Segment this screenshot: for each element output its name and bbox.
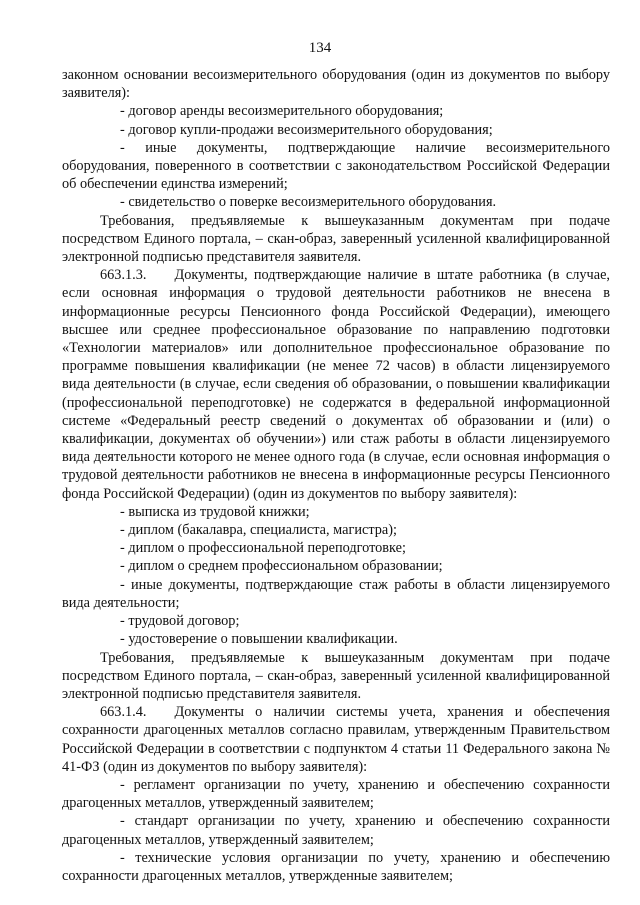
list-item: - договор купли-продажи весоизмерительного оборудования;: [120, 121, 493, 138]
paragraph-text: Документы о наличии системы учета, хранения и обеспечения сохранности драгоценных металлов согласно правилам, утвержденным Правительством Российской Федерации в соответствии с подпунктом 4 статьи 11 Федерального закона № 41-ФЗ (один из документов по выбору заявителя):: [62, 704, 610, 775]
list-item: - трудовой договор;: [120, 613, 240, 630]
list-item: - диплом о профессиональной переподготовке;: [120, 540, 406, 557]
paragraph-text: Документы, подтверждающие наличие в штате работника (в случае, если основная информация о трудовой деятельности работников не внесена в информационные ресурсы Пенсионного фонда Российской Федерации), имеющего высшее или среднее профессиональное образование по направлению подготовки «Технологии материалов» или дополнительное профессиональное образование по программе повышения квалификации (не менее 72 часов) в области лицензируемого вида деятельности (в случае, если сведения об образовании, о повышении квалификации (профессиональной переподготовке) не содержатся в федеральной информационной системе «Федеральный реестр сведений о документах об образовании и (или) о квалификации, документах об обучении») или стаж работы в области лицензируемого вида деятельности которого не менее одного года (в случае, если основная информация о трудовой деятельности работников не внесена в информационные ресурсы Пенсионного фонда Российской Федерации) (один из документов по выбору заявителя):: [62, 267, 610, 502]
list-item: - иные документы, подтверждающие стаж работы в области лицензируемого вида деятельности;: [62, 576, 610, 611]
document-body: [62, 66, 610, 885]
list-item: - удостоверение о повышении квалификации.: [120, 631, 398, 648]
list-item: - свидетельство о поверке весоизмерительного оборудования.: [120, 194, 497, 211]
paragraph-number: 663.1.4.: [100, 704, 147, 721]
list-item: - договор аренды весоизмерительного оборудования;: [120, 103, 444, 120]
list-item: - регламент организации по учету, хранению и обеспечению сохранности драгоценных металлов, утвержденный заявителем;: [62, 776, 610, 812]
numbered-paragraph: [62, 703, 610, 776]
paragraph: Требования, предъявляемые к вышеуказанным документам при подаче посредством Единого портала, – скан-образ, заверенный усиленной квалифицированной электронной подписью представителя заявителя.: [62, 649, 610, 702]
paragraph-number: 663.1.3.: [100, 267, 147, 284]
list-item: - выписка из трудовой книжки;: [120, 503, 310, 520]
list-item: - иные документы, подтверждающие наличие весоизмерительного оборудования, поверенного в соответствии с законодательством Российской Федерации об обеспечении единства измерений;: [62, 139, 610, 193]
numbered-paragraph: [62, 266, 610, 503]
list-item: - диплом (бакалавра, специалиста, магистра);: [120, 522, 397, 539]
list-item: - стандарт организации по учету, хранению и обеспечению сохранности драгоценных металлов, утвержденный заявителем;: [62, 813, 610, 848]
list-item: - технические условия организации по учету, хранению и обеспечению сохранности драгоценных металлов, утвержденные заявителем;: [62, 849, 610, 884]
page-number: 134: [308, 40, 332, 56]
list-item: - диплом о среднем профессиональном образовании;: [120, 558, 443, 575]
paragraph: Требования, предъявляемые к вышеуказанным документам при подаче посредством Единого портала, – скан-образ, заверенный усиленной квалифицированной электронной подписью представителя заявителя.: [62, 212, 610, 266]
paragraph: законном основании весоизмерительного оборудования (один из документов по выбору заявителя):: [62, 67, 610, 102]
